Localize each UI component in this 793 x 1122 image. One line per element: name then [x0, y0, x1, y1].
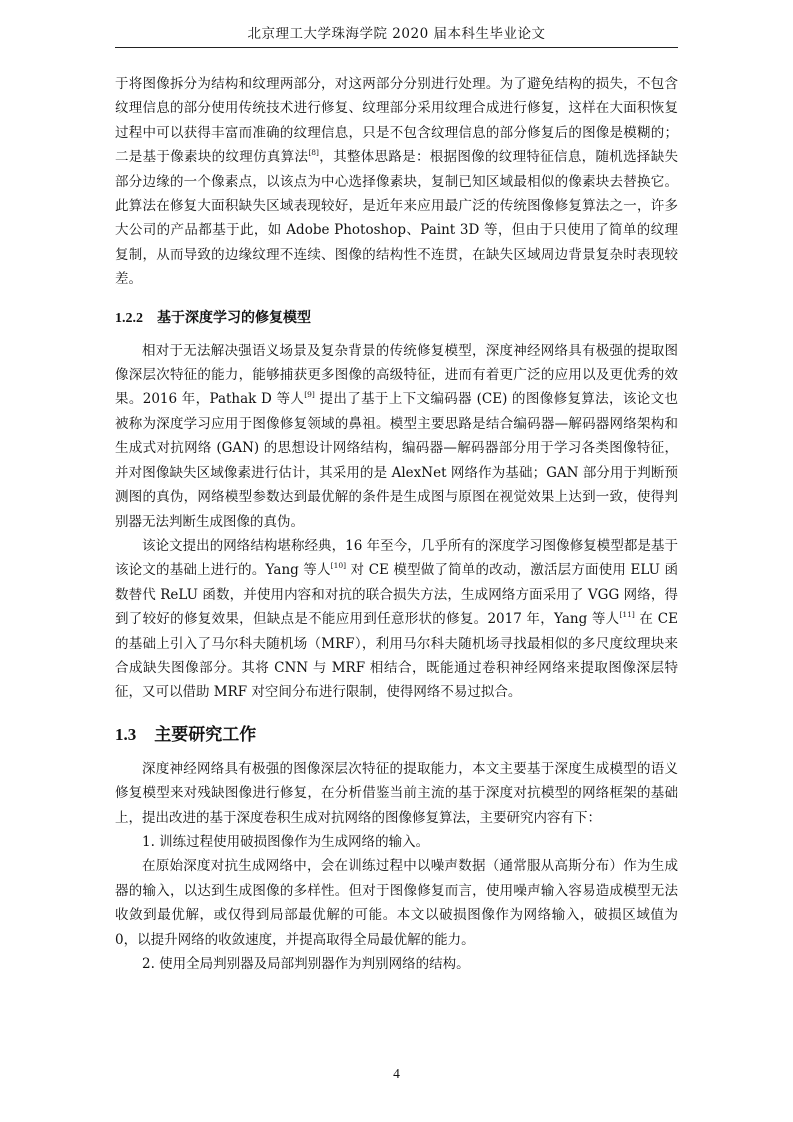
body-paragraph: 于将图像拆分为结构和纹理两部分，对这两部分分别进行处理。为了避免结构的损失，不包含纹理信息的部分使用传统技术进行修复、纹理部分采用纹理合成进行修复，这样在大面积恢复过程中可以获得丰富而准确的纹理信息，只是不包含纹理信息的部分修复后的图像是模糊的；二是基于像素块的纹理仿真算法[8]，其整体思路是：根据图像的纹理特征信息，随机选择缺失部分边缘的一个像素点，以该点为中心选择像素块，复制已知区域最相似的像素块去替换它。此算法在修复大面积缺失区域表现较好，是近年来应用最广泛的传统图像修复算法之一，许多大公司的产品都基于此，如 Adobe Photoshop、Paint 3D 等，但由于只使用了简单的纹理复制，从而导致的边缘纹理不连续、图像的结构性不连贯，在缺失区域周边背景复杂时表现较差。 — [115, 76, 679, 288]
citation: [9] — [304, 390, 315, 400]
body-paragraph: 在原始深度对抗生成网络中，会在训练过程中以噪声数据（通常服从高斯分布）作为生成器的输入，以达到生成图像的多样性。但对于图像修复而言，使用噪声输入容易造成模型无法收敛到最优解，或仅得到局部最优解的可能。本文以破损图像作为网络输入，破损区域值为 0，以提升网络的收敛速度，并提高取得全局最优解的能力。 — [115, 858, 678, 948]
citation: [8] — [308, 148, 319, 158]
section-heading-1-2-2 — [115, 306, 678, 331]
body-paragraph: 该论文提出的网络结构堪称经典，16 年至今，几乎所有的深度学习图像修复模型都是基于该论文的基础上进行的。Yang 等人[10] 对 CE 模型做了简单的改动，激活层方面使用 ELU 函数替代 ReLU 函数，并使用内容和对抗的联合损失方法，生成网络方面采用了 VGG 网络，得到了较好的修复效果，但缺点是不能应用到任意形状的修复。2017 年，Yang 等人[11] 在 CE 的基础上引入了马尔科夫随机场（MRF），利用马尔科夫随机场寻找最相似的多尺度纹理块来合成缺失图像部分。其将 CNN 与 MRF 相结合，既能通过卷积神经网络来提取图像深层特征，又可以借助 MRF 对空间分布进行限制，使得网络不易过拟合。 — [115, 537, 678, 701]
section-title: 主要研究工作 — [154, 724, 257, 745]
section-title: 基于深度学习的修复模型 — [157, 309, 311, 326]
section-number: 1.2.2 — [115, 310, 143, 326]
list-item: 1. 训练过程使用破损图像作为生成网络的输入。 — [142, 833, 430, 850]
body-paragraph: 深度神经网络具有极强的图像深层次特征的提取能力，本文主要基于深度生成模型的语义修复模型来对残缺图像进行修复，在分析借鉴当前主流的基于深度对抗模型的网络框架的基础上，提出改进的基于深度卷积生成对抗网络的图像修复算法，主要研究内容有下： — [115, 760, 678, 826]
section-number: 1.3 — [115, 724, 137, 744]
list-item: 2. 使用全局判别器及局部判别器作为判别网络的结构。 — [142, 956, 470, 972]
page-body — [115, 72, 678, 976]
body-paragraph: 相对于无法解决强语义场景及复杂背景的传统修复模型，深度神经网络具有极强的提取图像深层次特征的能力，能够捕获更多图像的高级特征，进而有着更广泛的应用以及更优秀的效果。2016 年，Pathak D 等人[9] 提出了基于上下文编码器 (CE) 的图像修复算法，该论文也被称为深度学习应用于图像修复领域的鼻祖。模型主要思路是结合编码器—解码器网络架构和生成式对抗网络 (GAN) 的思想设计网络结构，编码器—解码器部分用于学习各类图像特征，并对图像缺失区域像素进行估计，其采用的是 AlexNet 网络作为基础；GAN 部分用于判断预测图的真伪，网络模型参数达到最优解的条件是生成图与原图在视觉效果上达到一致，使得判别器无法判断生成图像的真伪。 — [115, 342, 678, 530]
page-header: 北京理工大学珠海学院 2020 届本科生毕业论文 — [115, 22, 678, 48]
section-heading-1-3 — [115, 721, 678, 749]
page-number: 4 — [393, 1066, 400, 1081]
citation: [10] — [330, 561, 347, 571]
citation: [11] — [619, 610, 635, 620]
